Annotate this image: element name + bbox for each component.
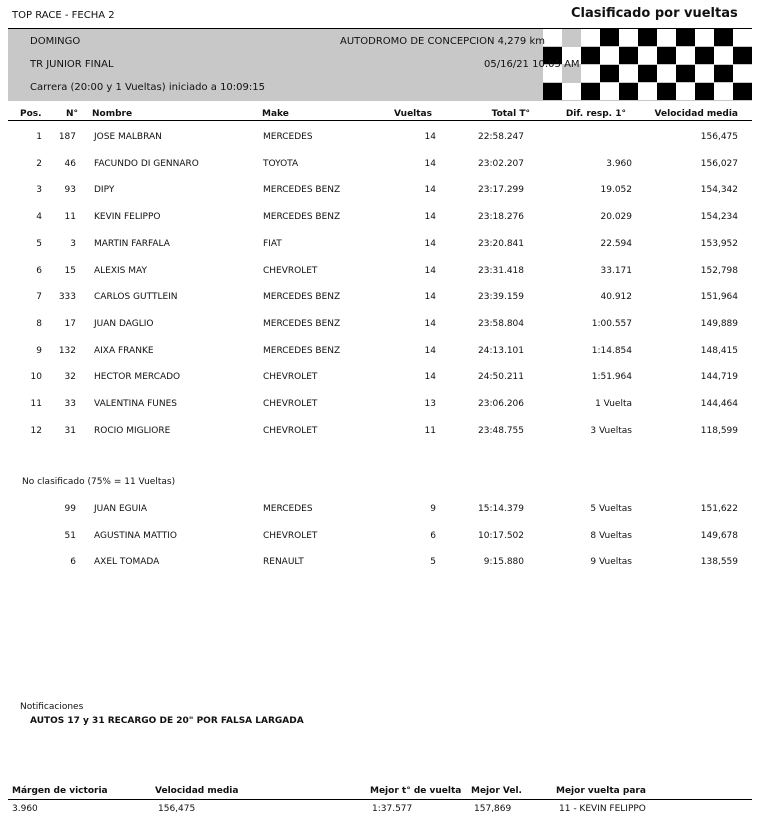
best-lap-by-label: Mejor vuelta para [556, 786, 646, 796]
col-header-num: N° [66, 109, 79, 119]
laps-cell: 14 [424, 292, 436, 302]
avg-speed-cell: 154,234 [700, 212, 738, 222]
category-name: TR JUNIOR FINAL [30, 59, 114, 70]
make-cell: MERCEDES BENZ [263, 185, 341, 195]
make-cell: MERCEDES BENZ [263, 346, 341, 356]
best-lap-by-value: 11 - KEVIN FELIPPO [559, 804, 646, 814]
laps-cell: 13 [424, 399, 436, 409]
col-header-gap: Dif. resp. 1° [565, 109, 626, 119]
car-number-cell: 3 [70, 239, 76, 249]
driver-name-cell: JOSE MALBRAN [94, 132, 162, 142]
avg-speed-cell: 151,622 [700, 504, 738, 514]
race-info: Carrera (20:00 y 1 Vueltas) iniciado a 10:09:15 [30, 82, 265, 93]
position-cell: 3 [36, 185, 42, 195]
car-number-cell: 33 [64, 399, 76, 409]
total-time-cell: 23:17.299 [478, 185, 524, 195]
flag-square [638, 65, 657, 82]
make-cell: FIAT [263, 239, 282, 249]
gap-cell: 1:51.964 [591, 372, 632, 382]
driver-name-cell: KEVIN FELIPPO [94, 212, 161, 222]
notifications-label: Notificaciones [20, 702, 84, 712]
flag-square [619, 47, 638, 64]
driver-name-cell: CARLOS GUTTLEIN [94, 292, 178, 302]
report-title: Clasificado por vueltas [571, 6, 738, 21]
total-time-cell: 24:13.101 [478, 346, 524, 356]
driver-name-cell: VALENTINA FUNES [94, 399, 177, 409]
laps-cell: 14 [424, 319, 436, 329]
flag-square [619, 65, 638, 82]
gap-cell: 9 Vueltas [590, 557, 632, 567]
laps-cell: 6 [430, 531, 436, 541]
car-number-cell: 187 [58, 132, 76, 142]
flag-square [733, 29, 752, 46]
col-header-laps: Vueltas [394, 109, 432, 119]
driver-name-cell: ALEXIS MAY [94, 266, 147, 276]
laps-cell: 14 [424, 239, 436, 249]
make-cell: MERCEDES [263, 132, 313, 142]
driver-name-cell: MARTIN FARFALA [94, 239, 170, 249]
avg-speed-cell: 144,719 [700, 372, 738, 382]
avg-speed-cell: 149,678 [700, 531, 738, 541]
margin-label: Márgen de victoria [12, 786, 108, 796]
car-number-cell: 132 [58, 346, 76, 356]
position-cell: 1 [36, 132, 42, 142]
gap-cell: 33.171 [600, 266, 632, 276]
laps-cell: 14 [424, 185, 436, 195]
driver-name-cell: JUAN EGUIA [94, 504, 148, 514]
gap-cell: 20.029 [600, 212, 632, 222]
flag-square [581, 29, 600, 46]
flag-square [619, 83, 638, 100]
laps-cell: 14 [424, 212, 436, 222]
total-time-cell: 23:58.804 [478, 319, 524, 329]
laps-cell: 9 [430, 504, 436, 514]
flag-square [600, 65, 619, 82]
flag-square [562, 83, 581, 100]
notification-text: AUTOS 17 y 31 RECARGO DE 20" POR FALSA LARGADA [30, 716, 304, 726]
driver-name-cell: FACUNDO DI GENNARO [94, 159, 199, 169]
total-time-cell: 15:14.379 [478, 504, 524, 514]
best-time-value: 1:37.577 [372, 804, 413, 814]
avg-speed-cell: 118,599 [700, 426, 738, 436]
gap-cell: 1 Vuelta [595, 399, 632, 409]
total-time-cell: 24:50.211 [478, 372, 524, 382]
total-time-cell: 23:39.159 [478, 292, 524, 302]
driver-name-cell: AXEL TOMADA [94, 557, 160, 567]
total-time-cell: 23:31.418 [478, 266, 524, 276]
make-cell: MERCEDES [263, 504, 313, 514]
total-time-cell: 23:02.207 [478, 159, 524, 169]
make-cell: CHEVROLET [263, 266, 318, 276]
flag-square [619, 29, 638, 46]
best-speed-value: 157,869 [474, 804, 512, 814]
avg-speed-cell: 138,559 [700, 557, 738, 567]
flag-square [695, 47, 714, 64]
car-number-cell: 333 [58, 292, 76, 302]
flag-square [714, 65, 733, 82]
flag-square [638, 29, 657, 46]
position-cell: 4 [36, 212, 42, 222]
header-divider [8, 120, 752, 121]
avg-speed-cell: 149,889 [700, 319, 738, 329]
total-time-cell: 10:17.502 [478, 531, 524, 541]
race-datetime: 05/16/21 10:05 AM [484, 59, 580, 70]
total-time-cell: 23:18.276 [478, 212, 524, 222]
position-cell: 8 [36, 319, 42, 329]
avg-speed-label: Velocidad media [155, 786, 239, 796]
total-time-cell: 23:20.841 [478, 239, 524, 249]
avg-speed-cell: 152,798 [700, 266, 738, 276]
race-day: DOMINGO [30, 36, 81, 47]
laps-cell: 14 [424, 346, 436, 356]
laps-cell: 14 [424, 132, 436, 142]
laps-cell: 14 [424, 266, 436, 276]
driver-name-cell: ROCIO MIGLIORE [94, 426, 171, 436]
laps-cell: 14 [424, 372, 436, 382]
car-number-cell: 46 [64, 159, 76, 169]
gap-cell: 3.960 [606, 159, 632, 169]
flag-square [581, 47, 600, 64]
driver-name-cell: DIPY [94, 185, 115, 195]
make-cell: CHEVROLET [263, 531, 318, 541]
position-cell: 6 [36, 266, 42, 276]
position-cell: 11 [30, 399, 42, 409]
avg-speed-cell: 144,464 [700, 399, 738, 409]
flag-square [657, 29, 676, 46]
flag-square [581, 65, 600, 82]
flag-square [600, 29, 619, 46]
make-cell: CHEVROLET [263, 426, 318, 436]
laps-cell: 11 [424, 426, 436, 436]
position-cell: 7 [36, 292, 42, 302]
not-classified-label: No clasificado (75% = 11 Vueltas) [22, 477, 176, 487]
flag-square [600, 83, 619, 100]
flag-square [695, 83, 714, 100]
flag-square [676, 65, 695, 82]
flag-square [657, 83, 676, 100]
gap-cell: 22.594 [600, 239, 632, 249]
make-cell: TOYOTA [263, 159, 299, 169]
flag-square [695, 65, 714, 82]
avg-speed-value: 156,475 [158, 804, 196, 814]
make-cell: RENAULT [263, 557, 304, 567]
flag-square [733, 65, 752, 82]
circuit-name: AUTODROMO DE CONCEPCION 4,279 km [340, 36, 545, 47]
best-speed-label: Mejor Vel. [471, 786, 522, 796]
total-time-cell: 9:15.880 [483, 557, 524, 567]
car-number-cell: 17 [64, 319, 76, 329]
gap-cell: 1:00.557 [591, 319, 632, 329]
make-cell: CHEVROLET [263, 372, 318, 382]
margin-value: 3.960 [12, 804, 38, 814]
flag-square [657, 47, 676, 64]
flag-square [676, 47, 695, 64]
car-number-cell: 51 [64, 531, 76, 541]
make-cell: MERCEDES BENZ [263, 319, 341, 329]
make-cell: MERCEDES BENZ [263, 292, 341, 302]
flag-square [543, 83, 562, 100]
position-cell: 5 [36, 239, 42, 249]
flag-square [638, 47, 657, 64]
flag-square [676, 29, 695, 46]
gap-cell: 3 Vueltas [590, 426, 632, 436]
col-header-total: Total T° [491, 109, 530, 119]
avg-speed-cell: 153,952 [700, 239, 738, 249]
position-cell: 9 [36, 346, 42, 356]
total-time-cell: 23:06.206 [478, 399, 524, 409]
avg-speed-cell: 151,964 [700, 292, 738, 302]
car-number-cell: 32 [64, 372, 76, 382]
flag-square [714, 83, 733, 100]
gap-cell: 5 Vueltas [590, 504, 632, 514]
total-time-cell: 22:58.247 [478, 132, 524, 142]
driver-name-cell: JUAN DAGLIO [94, 319, 154, 329]
flag-square [695, 29, 714, 46]
flag-square [657, 65, 676, 82]
driver-name-cell: AGUSTINA MATTIO [94, 531, 177, 541]
make-cell: MERCEDES BENZ [263, 212, 341, 222]
flag-square [676, 83, 695, 100]
flag-square [543, 29, 562, 46]
flag-square [714, 47, 733, 64]
col-header-make: Make [262, 109, 289, 119]
position-cell: 2 [36, 159, 42, 169]
flag-square [581, 83, 600, 100]
gap-cell: 40.912 [600, 292, 632, 302]
flag-square [600, 47, 619, 64]
car-number-cell: 31 [64, 426, 76, 436]
avg-speed-cell: 154,342 [700, 185, 738, 195]
col-header-name: Nombre [92, 109, 133, 119]
laps-cell: 14 [424, 159, 436, 169]
car-number-cell: 11 [64, 212, 76, 222]
car-number-cell: 99 [64, 504, 76, 514]
make-cell: CHEVROLET [263, 399, 318, 409]
gap-cell: 8 Vueltas [590, 531, 632, 541]
car-number-cell: 15 [64, 266, 76, 276]
flag-square [638, 83, 657, 100]
avg-speed-cell: 156,027 [700, 159, 738, 169]
car-number-cell: 6 [70, 557, 76, 567]
laps-cell: 5 [430, 557, 436, 567]
flag-square [733, 83, 752, 100]
footer-divider [8, 799, 752, 800]
event-title: TOP RACE - FECHA 2 [12, 10, 115, 21]
gap-cell: 1:14.854 [591, 346, 632, 356]
position-cell: 12 [30, 426, 42, 436]
gap-cell: 19.052 [600, 185, 632, 195]
driver-name-cell: HECTOR MERCADO [94, 372, 181, 382]
avg-speed-cell: 156,475 [700, 132, 738, 142]
col-header-speed: Velocidad media [654, 109, 738, 119]
driver-name-cell: AIXA FRANKE [94, 346, 154, 356]
total-time-cell: 23:48.755 [478, 426, 524, 436]
flag-square [733, 47, 752, 64]
position-cell: 10 [30, 372, 42, 382]
best-time-label: Mejor t° de vuelta [370, 786, 462, 796]
flag-square [714, 29, 733, 46]
col-header-pos: Pos. [20, 109, 42, 119]
car-number-cell: 93 [64, 185, 76, 195]
avg-speed-cell: 148,415 [700, 346, 738, 356]
